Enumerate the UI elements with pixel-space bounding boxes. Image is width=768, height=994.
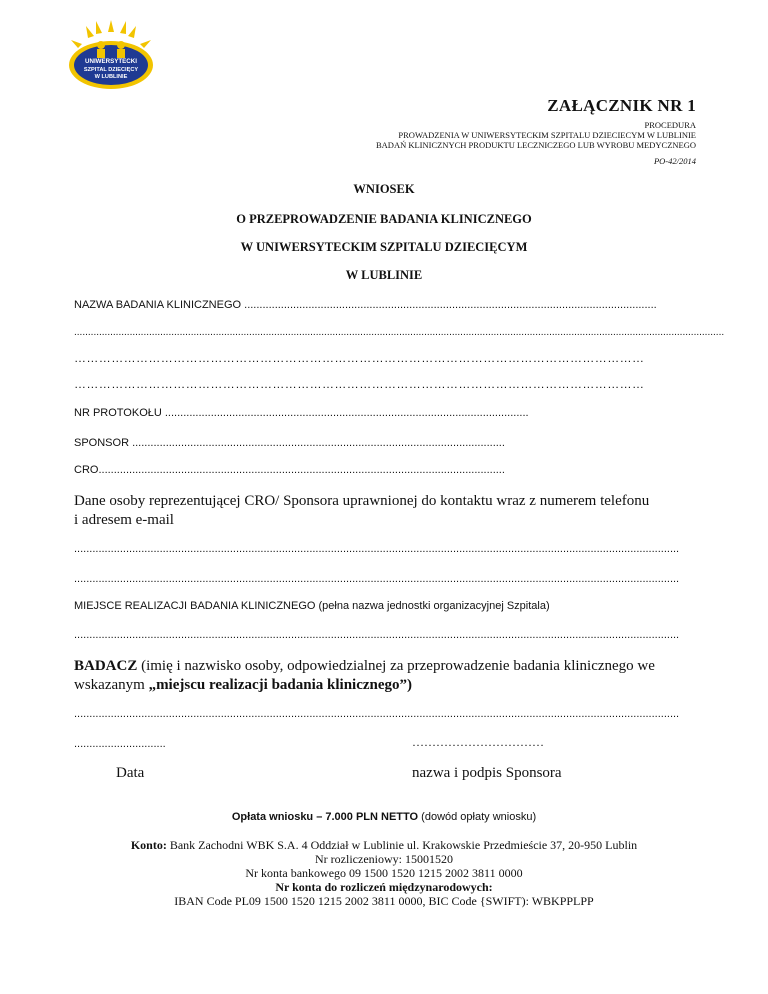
location-note: (pełna nazwa jednostki organizacyjnej Szpitala) (315, 600, 550, 612)
fee-line (0, 810, 768, 824)
fee-amount: Opłata wniosku – 7.000 PLN NETTO (231, 811, 419, 823)
procedure-line-1: PROCEDURA (644, 120, 696, 130)
investigator-location-bold: „miejscu realizacji badania klinicznego”) (148, 677, 413, 693)
heading-wniosek: WNIOSEK (353, 182, 415, 196)
procedure-line-2: PROWADZENIA W UNIWERSYTECKIM SZPITALU DZIECIECYM W LUBLINIE (398, 130, 696, 140)
protocol-field[interactable]: NR PROTOKOŁU ....................................................................................................................... (74, 407, 529, 419)
date-input[interactable]: .............................. (74, 738, 166, 750)
investigator-text-2: wskazanym (74, 677, 149, 693)
bank-name: Bank Zachodni WBK S.A. 4 Oddział w Lublinie ul. Krakowskie Przedmieście 37, 20-950 Lublin (166, 838, 638, 852)
procedure-line-3: BADAŃ KLINICZNYCH PRODUKTU LECZNICZEGO LUB WYROBU MEDYCZNEGO (376, 140, 696, 150)
sponsor-label: SPONSOR (74, 437, 130, 449)
investigator-line-input[interactable]: ...................................................................................................................................................................................................... (74, 708, 680, 720)
sponsor-field[interactable]: SPONSOR .......................................................................................................................... (74, 437, 505, 449)
attachment-title: ZAŁĄCZNIK NR 1 (547, 96, 696, 115)
contact-description (74, 492, 674, 530)
contact-line-2: i adresem e-mail (74, 512, 174, 528)
study-name-line-4[interactable]: ………………………………………………………………………………………………………………………… (74, 377, 645, 391)
investigator-description (74, 657, 694, 695)
sponsor-signature-input[interactable]: …………………………… (412, 735, 544, 749)
contact-line-1: Dane osoby reprezentującej CRO/ Sponsora uprawnionej do kontaktu wraz z numerem telefonu (74, 493, 650, 509)
bank-account-block (0, 838, 768, 908)
location-label: MIEJSCE REALIZACJI BADANIA KLINICZNEGO (74, 600, 316, 612)
hospital-logo (66, 20, 156, 90)
investigator-text: (imię i nazwisko osoby, odpowiedzialnej za przeprowadzenie badania klinicznego we (137, 658, 655, 674)
bank-account-number: Nr konta bankowego 09 1500 1520 1215 2002 3811 0000 (245, 866, 523, 880)
settlement-number: Nr rozliczeniowy: 15001520 (315, 852, 453, 866)
heading-city: W LUBLINIE (345, 268, 423, 282)
logo-line-2: SZPITAL DZIECIĘCY (83, 67, 139, 73)
study-name-field[interactable]: NAZWA BADANIA KLINICZNEGO ....................................................................................................................................... (74, 299, 657, 311)
iban-bic: IBAN Code PL09 1500 1520 1215 2002 3811 0000, BIC Code {SWIFT): WBKPPLPP (174, 894, 594, 908)
heading-hospital: W UNIWERSYTECKIM SZPITALU DZIECIĘCYM (240, 240, 528, 254)
cro-field[interactable]: CRO..................................................................................................................................... (74, 464, 505, 476)
logo-line-3: W LUBLINIE (94, 74, 128, 80)
location-line-input[interactable]: ...................................................................................................................................................................................................... (74, 629, 680, 641)
procedure-block (196, 120, 696, 150)
international-label: Nr konta do rozliczeń międzynarodowych: (275, 880, 493, 894)
document-reference: PO-42/2014 (653, 156, 696, 166)
study-name-line-3[interactable]: ………………………………………………………………………………………………………………………… (74, 351, 645, 365)
location-label-row (74, 600, 674, 612)
contact-line-input-2[interactable]: ...................................................................................................................................................................................................... (74, 573, 680, 585)
cro-label: CRO (74, 464, 99, 476)
contact-line-input-1[interactable]: ...................................................................................................................................................................................................... (74, 543, 680, 555)
logo-line-1: UNIWERSYTECKI (85, 58, 137, 65)
date-label: Data (116, 765, 145, 781)
sponsor-signature-label: nazwa i podpis Sponsora (412, 765, 562, 781)
heading-subject: O PRZEPROWADZENIE BADANIA KLINICZNEGO (236, 212, 532, 226)
account-label: Konto: (130, 838, 167, 852)
study-name-line-2[interactable]: .......................................................................................................................................................................................................................................... (74, 327, 725, 338)
investigator-label: BADACZ (74, 658, 138, 674)
fee-note: (dowód opłaty wniosku) (418, 811, 537, 823)
protocol-label: NR PROTOKOŁU (74, 407, 162, 419)
study-name-label: NAZWA BADANIA KLINICZNEGO (74, 299, 242, 311)
